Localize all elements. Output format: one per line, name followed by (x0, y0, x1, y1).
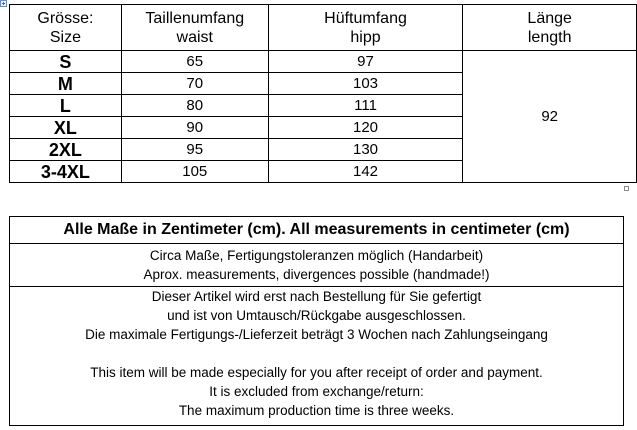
header-size-en: Size (49, 28, 81, 46)
size-table-header-row (10, 5, 637, 51)
tolerance-de: Circa Maße, Fertigungstoleranzen möglich (Handarbeit) (149, 248, 484, 263)
waist-cell: 95 (121, 139, 268, 161)
hip-cell: 103 (268, 73, 463, 95)
note-de-2: und ist von Umtausch/Rückgabe ausgeschlossen. (167, 308, 466, 323)
header-hip-en: hipp (350, 28, 381, 46)
table-row (10, 51, 637, 73)
info-order-row (10, 287, 624, 426)
header-length (463, 5, 637, 51)
hip-cell: 142 (268, 161, 463, 183)
size-cell: 2XL (10, 139, 122, 161)
size-cell: L (10, 95, 122, 117)
note-en-1: This item will be made especially for you after receipt of order and payment. (90, 365, 543, 380)
note-en-3: The maximum production time is three weeks. (178, 403, 455, 418)
length-cell: 92 (463, 51, 637, 183)
header-waist-en: waist (176, 28, 213, 46)
header-waist (121, 5, 268, 51)
header-hip-de: Hüftumfang (324, 9, 407, 27)
hip-cell: 120 (268, 117, 463, 139)
header-size-de: Grösse: (37, 9, 94, 27)
hip-cell: 97 (268, 51, 463, 73)
hip-cell: 130 (268, 139, 463, 161)
header-length-de: Länge (527, 9, 572, 27)
info-title-row (10, 217, 624, 244)
size-cell: 3-4XL (10, 161, 122, 183)
waist-cell: 70 (121, 73, 268, 95)
hip-cell: 111 (268, 95, 463, 117)
size-table (9, 4, 637, 183)
header-size (10, 5, 122, 51)
note-en-2: It is excluded from exchange/return: (209, 384, 424, 399)
info-table (9, 216, 624, 426)
measurement-note-title: Alle Maße in Zentimeter (cm). All measurements in centimeter (cm) (10, 217, 624, 244)
header-length-en: length (527, 28, 572, 46)
size-cell: M (10, 73, 122, 95)
note-de-1: Dieser Artikel wird erst nach Bestellung für Sie gefertigt (151, 289, 482, 304)
tolerance-note (10, 244, 624, 287)
note-de-3: Die maximale Fertigungs-/Lieferzeit beträgt 3 Wochen nach Zahlungseingang (85, 327, 548, 342)
table-move-handle-icon[interactable] (0, 0, 7, 7)
waist-cell: 80 (121, 95, 268, 117)
tolerance-en: Aprox. measurements, divergences possible (handmade!) (143, 267, 490, 282)
size-cell: S (10, 51, 122, 73)
table-resize-handle-icon[interactable] (624, 186, 629, 191)
header-hip (268, 5, 463, 51)
waist-cell: 90 (121, 117, 268, 139)
header-waist-de: Taillenumfang (145, 9, 245, 27)
made-to-order-note (10, 287, 624, 426)
info-tolerance-row (10, 244, 624, 287)
spacer (10, 344, 623, 363)
size-cell: XL (10, 117, 122, 139)
waist-cell: 105 (121, 161, 268, 183)
waist-cell: 65 (121, 51, 268, 73)
